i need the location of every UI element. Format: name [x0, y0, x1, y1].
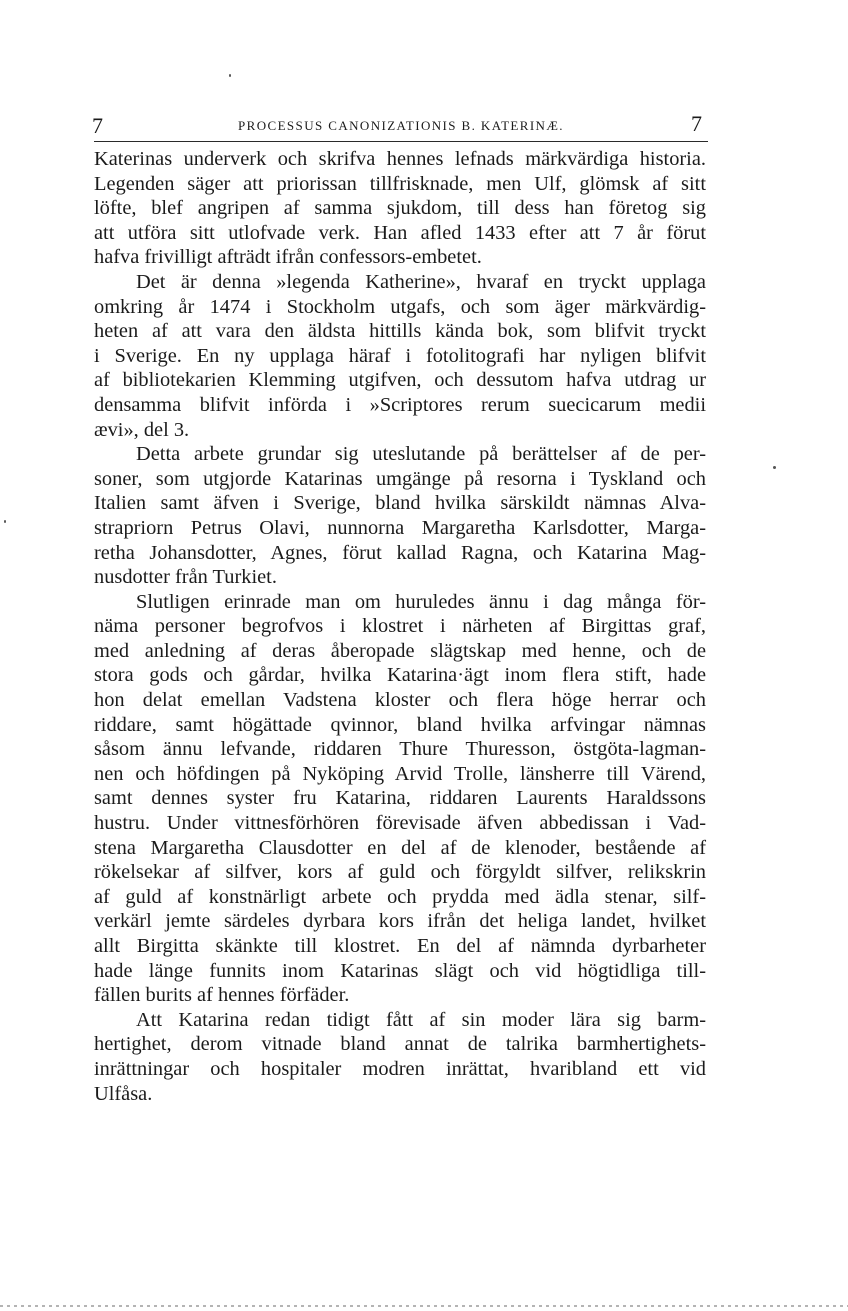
text-line: allt Birgitta skänkte till klostret. En del af nämnda dyrbarheter: [94, 935, 706, 957]
paragraph-1: [94, 147, 706, 270]
text-line: hustru. Under vittnesförhören förevisade äfven abbedissan i Vad-: [94, 812, 706, 835]
ink-speck: [4, 520, 6, 523]
running-header: [92, 112, 710, 142]
text-line: af bibliotekarien Klemming utgifven, och dessutom hafva utdrag ur: [94, 369, 706, 392]
text-line: hertighet, derom vitnade bland annat de talrika barmhertighets-: [94, 1033, 706, 1056]
text-line: riddare, samt högättade qvinnor, bland hvilka arfvingar nämnas: [94, 713, 706, 736]
header-rule: [94, 141, 708, 142]
text-line: af guld af konstnärligt arbete och prydda med ädla stenar, silf-: [94, 885, 706, 908]
text-line: med anledning af deras åberopade slägtskap med henne, och de: [94, 639, 706, 662]
text-line: i Sverige. En ny upplaga häraf i fotolitografi har nyligen blifvit: [94, 344, 706, 367]
text-line: nen och höfdingen på Nyköping Arvid Trolle, länsherre till Värend,: [94, 762, 706, 785]
running-title: PROCESSUS CANONIZATIONIS B. KATERINÆ.: [238, 118, 564, 133]
ink-speck: [229, 74, 231, 77]
paragraph-2: [94, 270, 706, 442]
text-line: omkring år 1474 i Stockholm utgafs, och som äger märkvärdig-: [94, 295, 706, 318]
text-line: nusdotter från Turkiet.: [94, 566, 277, 589]
text-line: Legenden säger att priorissan tillfrisknade, men Ulf, glömsk af sitt: [94, 172, 706, 195]
page-number-right: 7: [691, 111, 702, 136]
text-line: strapriorn Petrus Olavi, nunnorna Margaretha Karlsdotter, Marga-: [94, 516, 706, 539]
scan-edge: [0, 1305, 848, 1307]
text-line: heten af att vara den äldsta hittills kända bok, som blifvit tryckt: [94, 320, 706, 343]
text-line: Det är denna »legenda Katherine», hvaraf en tryckt upplaga: [136, 270, 706, 293]
ink-speck: [773, 466, 776, 469]
text-line: löfte, blef angripen af samma sjukdom, till dess han företog sig: [94, 197, 706, 220]
text-line: hade länge funnits inom Katarinas slägt och vid högtidliga till-: [94, 959, 706, 982]
text-line: näma personer begrofvos i klostret i närheten af Birgittas graf,: [94, 615, 706, 638]
text-line: stora gods och gårdar, hvilka Katarina·ägt inom flera stift, hade: [94, 664, 706, 687]
paragraph-3: [94, 442, 706, 590]
page-number-left: 7: [92, 113, 103, 138]
text-line: hon delat emellan Vadstena kloster och flera höge herrar och: [94, 689, 706, 712]
text-line: verkärl jemte särdeles dyrbara kors ifrån det heliga landet, hvilket: [94, 910, 706, 933]
text-line: Slutligen erinrade man om huruledes ännu i dag många för-: [136, 590, 706, 613]
text-line: Katerinas underverk och skrifva hennes lefnads märkvärdiga historia.: [94, 148, 706, 170]
paragraph-4: [94, 590, 706, 1008]
text-line: ævi», del 3.: [94, 418, 190, 441]
text-line: att utföra sitt utlofvade verk. Han afled 1433 efter att 7 år förut: [94, 221, 706, 244]
body-text: [94, 147, 706, 1106]
text-line: såsom ännu lefvande, riddaren Thure Thuresson, östgöta-lagman-: [94, 738, 706, 761]
text-line: rökelsekar af silfver, kors af guld och förgyldt silfver, relikskrin: [94, 861, 706, 884]
text-line: Ulfåsa.: [94, 1082, 153, 1105]
text-line: retha Johansdotter, Agnes, förut kallad Ragna, och Katarina Mag-: [94, 541, 706, 564]
text-line: Att Katarina redan tidigt fått af sin moder lära sig barm-: [136, 1008, 706, 1031]
text-line: Detta arbete grundar sig uteslutande på berättelser af de per-: [136, 443, 706, 466]
text-line: Italien samt äfven i Sverige, bland hvilka särskildt nämnas Alva-: [94, 492, 706, 515]
text-line: hafva frivilligt afträdt ifrån confessors-embetet.: [94, 246, 482, 269]
text-line: samt dennes syster fru Katarina, riddaren Laurents Haraldssons: [94, 787, 706, 810]
text-line: stena Margaretha Clausdotter en del af de klenoder, bestående af: [94, 836, 706, 859]
text-line: densamma blifvit införda i »Scriptores rerum suecicarum medii: [94, 393, 706, 416]
text-line: soner, som utgjorde Katarinas umgänge på resorna i Tyskland och: [94, 467, 706, 490]
paragraph-5: [94, 1008, 706, 1106]
text-line: fällen burits af hennes förfäder.: [94, 984, 350, 1007]
text-line: inrättningar och hospitaler modren inrättat, hvaribland ett vid: [94, 1057, 706, 1080]
